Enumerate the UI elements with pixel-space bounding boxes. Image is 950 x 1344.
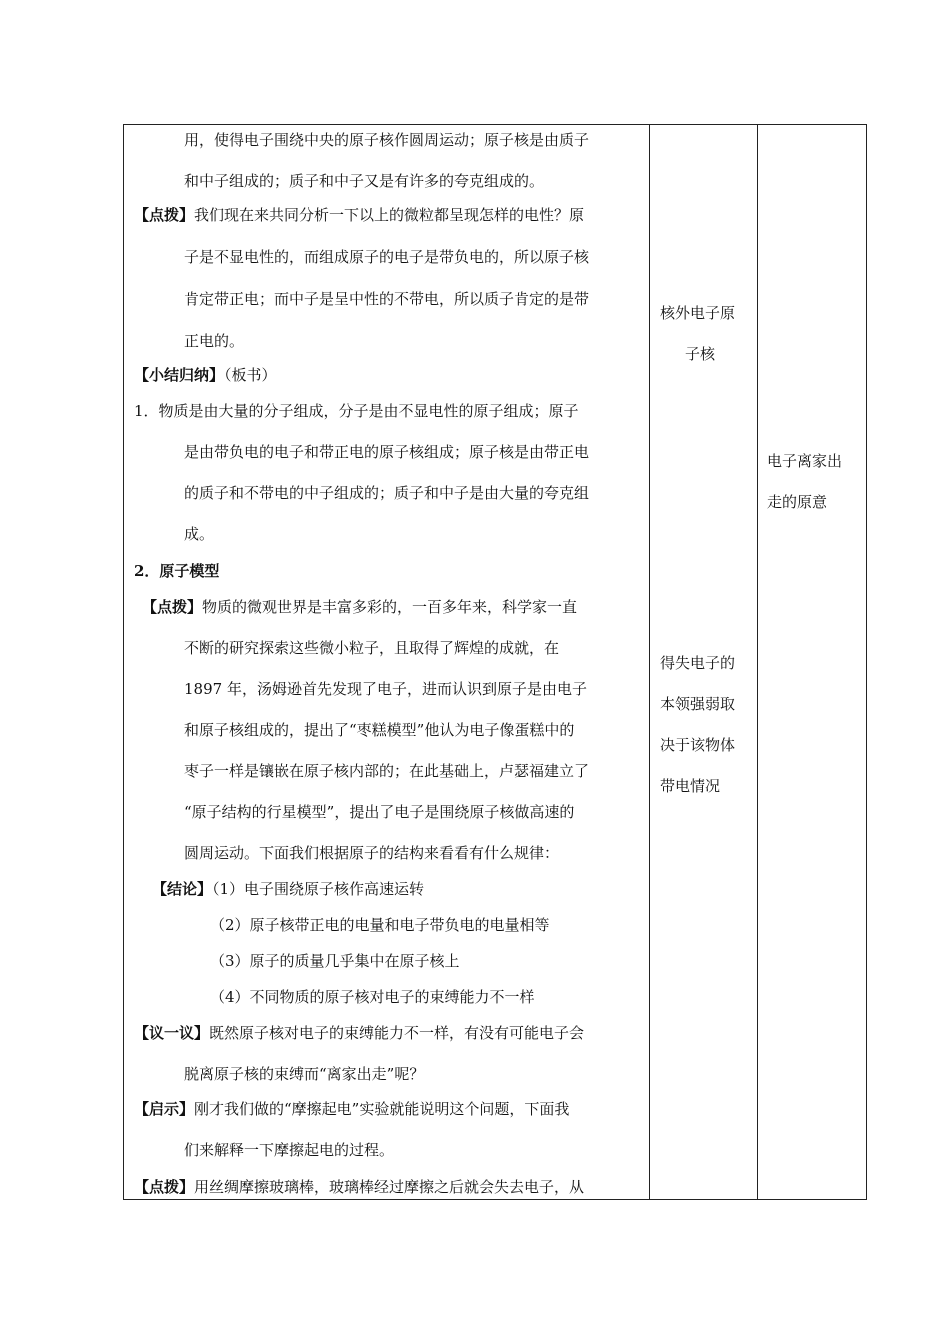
note-line: 电子离家出 — [767, 452, 843, 470]
lesson-table — [123, 124, 867, 1200]
text-line: 正电的。 — [184, 332, 245, 350]
guidance-paragraph: 【点拨】我们现在来共同分析一下以上的微粒都呈现怎样的电性？原 — [134, 206, 585, 224]
conclusion-item: （4）不同物质的原子核对电子的束缚能力不一样 — [210, 988, 535, 1006]
text-line: 不断的研究探索这些微小粒子，且取得了辉煌的成就，在 — [184, 639, 560, 657]
text-line: 肯定带正电；而中子是呈中性的不带电，所以质子肯定的是带 — [184, 290, 590, 308]
tag-label: 【议一议】 — [134, 1024, 210, 1042]
section-heading: 2．原子模型 — [134, 562, 220, 580]
note-line: 核外电子原 — [660, 304, 736, 322]
text-line: 枣子一样是镶嵌在原子核内部的；在此基础上，卢瑟福建立了 — [184, 762, 590, 780]
tag-label: 【点拨】 — [142, 598, 203, 616]
note-line: 得失电子的 — [660, 654, 736, 672]
discussion-paragraph: 【议一议】既然原子核对电子的束缚能力不一样，有没有可能电子会 — [134, 1024, 585, 1042]
text-line: 和中子组成的；质子和中子又是有许多的夸克组成的。 — [184, 172, 545, 190]
text-line: 是由带负电的电子和带正电的原子核组成；原子核是由带正电 — [184, 443, 590, 461]
conclusion-item: （2）原子核带正电的电量和电子带负电的电量相等 — [210, 916, 550, 934]
text-line: “原子结构的行星模型”，提出了电子是围绕原子核做高速的 — [184, 803, 575, 821]
tag-label: 【启示】 — [134, 1100, 195, 1118]
text-line: 子是不显电性的，而组成原子的电子是带负电的，所以原子核 — [184, 248, 590, 266]
conclusion-item: （3）原子的质量几乎集中在原子核上 — [210, 952, 460, 970]
note-line: 本领强弱取 — [660, 695, 736, 713]
text-line: 们来解释一下摩擦起电的过程。 — [184, 1141, 395, 1159]
note-line: 带电情况 — [660, 777, 721, 795]
insight-paragraph: 【启示】刚才我们做的“摩擦起电”实验就能说明这个问题，下面我 — [134, 1100, 570, 1118]
text-line: 的质子和不带电的中子组成的；质子和中子是由大量的夸克组 — [184, 484, 590, 502]
guidance-paragraph: 【点拨】用丝绸摩擦玻璃棒，玻璃棒经过摩擦之后就会失去电子，从 — [134, 1178, 585, 1196]
column-divider-2 — [757, 125, 758, 1199]
text-line: 1897 年，汤姆逊首先发现了电子，进而认识到原子是由电子 — [184, 680, 587, 698]
conclusion-line: 【结论】（1）电子围绕原子核作高速运转 — [152, 880, 425, 898]
column-divider-1 — [649, 125, 650, 1199]
text-line: 圆周运动。下面我们根据原子的结构来看看有什么规律： — [184, 844, 560, 862]
note-line: 走的原意 — [767, 493, 828, 511]
text-line: 脱离原子核的束缚而“离家出走”呢？ — [184, 1065, 425, 1083]
summary-heading: 【小结归纳】（板书） — [134, 366, 277, 384]
text-line: 成。 — [184, 525, 215, 543]
summary-item-1: 1．物质是由大量的分子组成，分子是由不显电性的原子组成；原子 — [134, 402, 579, 420]
tag-label: 【小结归纳】 — [134, 366, 225, 384]
main-content-column — [124, 125, 649, 1199]
tag-label: 【结论】 — [152, 880, 213, 898]
note-line: 决于该物体 — [660, 736, 736, 754]
text-line: 和原子核组成的，提出了“枣糕模型”他认为电子像蛋糕中的 — [184, 721, 575, 739]
tag-label: 【点拨】 — [134, 206, 195, 224]
tag-label: 【点拨】 — [134, 1178, 195, 1196]
note-line: 子核 — [685, 345, 716, 363]
text-line: 用，使得电子围绕中央的原子核作圆周运动；原子核是由质子 — [184, 131, 590, 149]
guidance-paragraph: 【点拨】物质的微观世界是丰富多彩的，一百多年来，科学家一直 — [142, 598, 578, 616]
